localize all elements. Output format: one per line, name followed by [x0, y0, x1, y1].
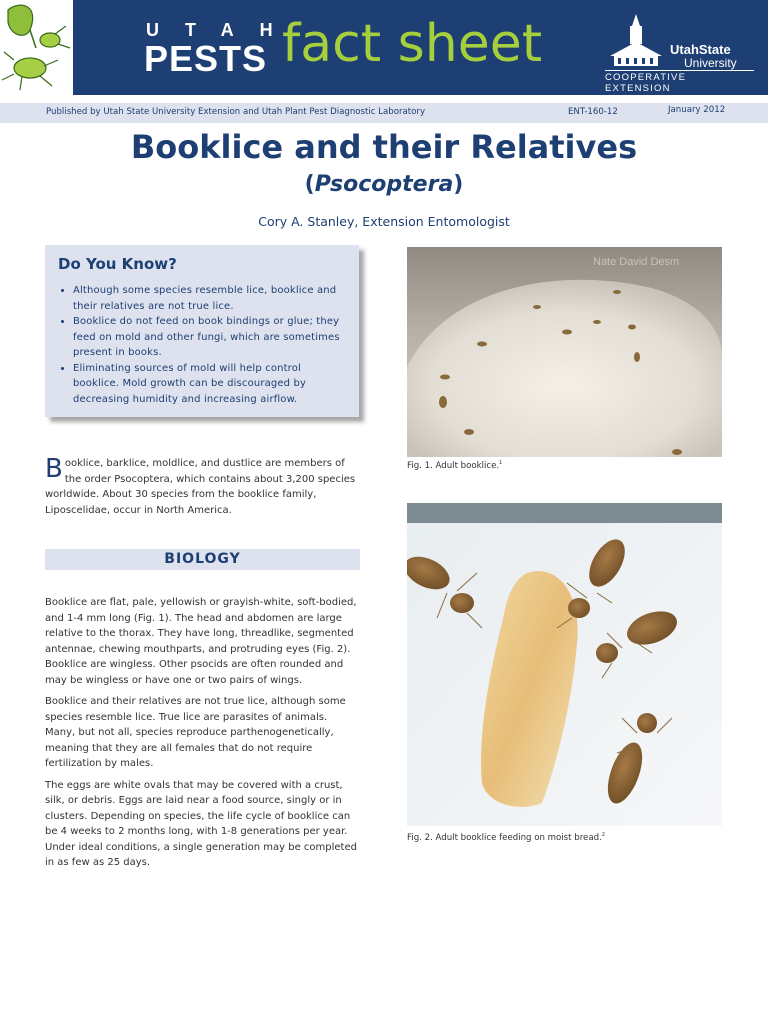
figure-1-caption [407, 460, 502, 471]
biology-section [45, 595, 357, 877]
utah-word: UTAH [146, 20, 299, 40]
subtitle-paren-open: ( [304, 172, 315, 197]
usu-name-line2: University [684, 56, 737, 70]
drop-cap: B [45, 454, 63, 484]
figure-1-watermark: Nate David Desm [593, 256, 680, 268]
intro-text: ooklice, barklice, moldlice, and dustlice are members of the order Psocoptera, which contains about 3,200 species worldwide. About 30 species from the booklice family, Liposcelidae, occur in North America. [45, 458, 356, 516]
usu-cooperative-extension: COOPERATIVE EXTENSION [605, 70, 754, 94]
page-title: Booklice and their Relatives [130, 128, 638, 166]
figure-2-caption [407, 832, 605, 843]
subtitle-order-name: Psocoptera [314, 172, 454, 197]
figure-1-footnote: 1 [499, 460, 503, 466]
publisher-text: Published by Utah State University Extension and Utah Plant Pest Diagnostic Laboratory [46, 107, 426, 117]
old-main-tower-icon [604, 12, 668, 70]
usu-logo [604, 12, 754, 94]
header-banner [0, 0, 768, 95]
biology-paragraph: Booklice and their relatives are not true lice, although some species resemble lice. True lice are parasites of animals. Many, but not all, species reproduce parthenogenetically, meaning that they are all females that do not require fertilization by males. [45, 696, 346, 769]
intro-paragraph [45, 456, 357, 518]
list-item: • Eliminating sources of mold will help control booklice. Mold growth can be discouraged by decreasing humidity and increasing airflow. [73, 361, 349, 408]
figure-2-caption-text: Fig. 2. Adult booklice feeding on moist bread. [407, 832, 602, 843]
usu-name-line1: UtahState [670, 42, 731, 57]
list-item: • Booklice do not feed on book bindings or glue; they feed on mold and other fungi, which are sometimes present in books. [73, 314, 349, 361]
biology-paragraph: The eggs are white ovals that may be covered with a crust, silk, or debris. Eggs are laid near a food source, singly or in clusters. Depending on species, the life cycle of booklice can be 4 weeks to 2 months long, with 1-8 generations per year. Under ideal conditions, a single generation may be completed in as few as 25 days. [45, 779, 357, 868]
list-item: • Although some species resemble lice, booklice and their relatives are not true lice. [73, 283, 349, 314]
author-line: Cory A. Stanley, Extension Entomologist [258, 214, 510, 229]
figure-2-photo [407, 503, 722, 826]
document-code: ENT-160-12 [568, 107, 618, 117]
figure-1-photo [407, 247, 722, 457]
pests-word: PESTS [144, 38, 268, 79]
do-you-know-box [45, 245, 359, 417]
fact-sheet-word: fact sheet [282, 14, 543, 74]
subtitle-paren-close: ) [453, 172, 464, 197]
figure-1-caption-text: Fig. 1. Adult booklice. [407, 460, 500, 471]
page-subtitle [0, 172, 768, 197]
figure-2-footnote: 2 [601, 832, 605, 838]
biology-paragraph: Booklice are flat, pale, yellowish or grayish-white, soft-bodied, and 1-4 mm long (Fig. 1). The head and abdomen are large relative to the thorax. They have long, threadlike, segmented antennae, chewing mouthparts, and protruding eyes (Fig. 2). Booklice are wingless. Other psocids are often rounded and may be wingless or have one or two pairs of wings. [45, 597, 357, 686]
publication-date: January 2012 [668, 105, 726, 115]
insect-logo [0, 0, 76, 95]
publication-bar [0, 103, 768, 123]
do-you-know-heading: Do You Know? [58, 255, 177, 273]
biology-heading: BIOLOGY [45, 549, 360, 570]
do-you-know-list [57, 283, 349, 407]
